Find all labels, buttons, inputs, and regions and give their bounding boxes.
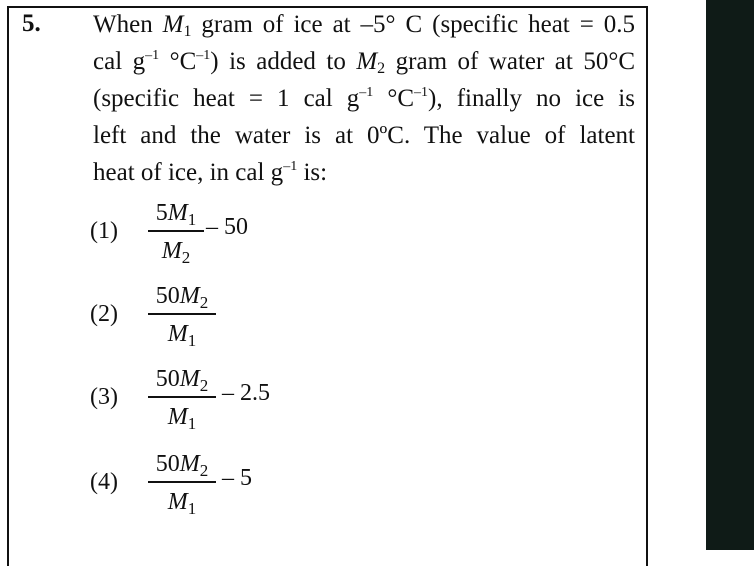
fraction-numerator: $50M_2$ xyxy=(155,451,209,480)
fraction-numerator: $50M_2$ xyxy=(155,283,209,312)
option-label: (1) xyxy=(90,218,118,244)
fraction-denominator: $M_1$ xyxy=(167,489,197,518)
fraction-denominator: $M_1$ xyxy=(167,321,197,350)
option-fraction xyxy=(148,362,216,432)
option-tail: – 50 xyxy=(206,214,248,240)
fraction-denominator: $M_1$ xyxy=(167,404,197,433)
option-tail: – 5 xyxy=(222,465,252,491)
option-fraction xyxy=(148,196,204,266)
option-fraction xyxy=(148,447,216,517)
dark-side-panel xyxy=(706,0,754,550)
stem-line-4: left and the water is at 0ºC. The value of latent xyxy=(93,122,635,149)
fraction-numerator: $50M_2$ xyxy=(155,366,209,395)
stem-line-5: heat of ice, in cal $g^{-1}$ is: xyxy=(93,159,328,186)
option-label: (2) xyxy=(90,301,118,327)
fraction-denominator: $M_2$ xyxy=(161,238,191,267)
option-label: (4) xyxy=(90,469,118,495)
option-fraction xyxy=(148,279,216,349)
question-number: 5. xyxy=(22,10,41,37)
option-2[interactable] xyxy=(90,279,390,369)
option-4[interactable] xyxy=(90,447,390,537)
question-stem xyxy=(93,6,635,191)
stem-line-1: When $M_1$ gram of ice at –5° C (specific heat = 0.5 xyxy=(93,11,635,40)
option-3[interactable] xyxy=(90,362,390,452)
stem-line-2: cal $g^{-1}$ $^\circ C^{-1}$) is added to $M_2$ gram of water at 50°C xyxy=(93,48,635,77)
fraction-numerator: $5M_1$ xyxy=(155,200,197,229)
stem-line-3: (specific heat = 1 cal $g^{-1}$ $^\circ C^{-1}$), finally no ice is xyxy=(93,85,635,112)
option-1[interactable] xyxy=(90,196,390,286)
option-tail: – 2.5 xyxy=(222,380,270,406)
option-label: (3) xyxy=(90,384,118,410)
